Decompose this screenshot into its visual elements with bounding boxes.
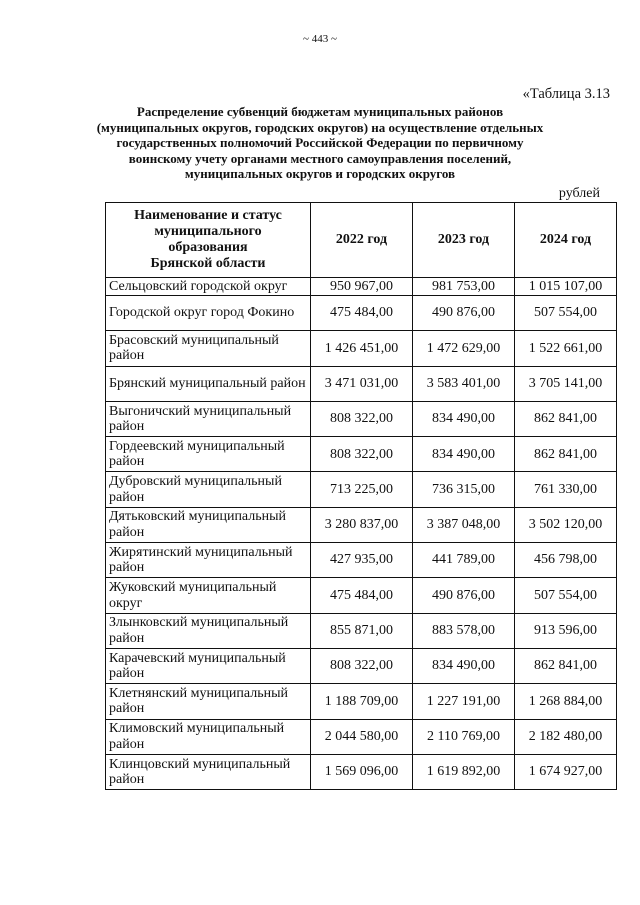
value-2022: 475 484,00 (311, 578, 413, 613)
municipality-name: Карачевский муниципальный район (106, 648, 311, 683)
value-2022: 3 471 031,00 (311, 366, 413, 401)
value-2022: 1 426 451,00 (311, 331, 413, 366)
value-2023: 883 578,00 (413, 613, 515, 648)
table-row (106, 278, 617, 296)
value-2024: 507 554,00 (515, 578, 617, 613)
value-2024: 3 502 120,00 (515, 507, 617, 542)
municipality-name: Гордеевский муниципальный район (106, 437, 311, 472)
municipality-name: Брасовский муниципальный район (106, 331, 311, 366)
value-2024: 862 841,00 (515, 401, 617, 436)
municipality-name: Злынковский муниципальный район (106, 613, 311, 648)
municipality-name: Выгоничский муниципальный район (106, 401, 311, 436)
table-row (106, 366, 617, 401)
value-2024: 456 798,00 (515, 543, 617, 578)
value-2023: 736 315,00 (413, 472, 515, 507)
table-row (106, 754, 617, 789)
header-name-line: Брянской области (150, 256, 266, 271)
table-row (106, 648, 617, 683)
value-2022: 808 322,00 (311, 401, 413, 436)
value-2024: 1 268 884,00 (515, 684, 617, 719)
unit-label: рублей (558, 186, 600, 201)
value-2022: 713 225,00 (311, 472, 413, 507)
value-2023: 3 583 401,00 (413, 366, 515, 401)
value-2024: 862 841,00 (515, 648, 617, 683)
value-2024: 507 554,00 (515, 296, 617, 331)
title-line: государственных полномочий Российской Федерации по первичному (116, 135, 524, 151)
header-row (106, 203, 617, 278)
title-line: муниципальных округов и городских округов (184, 166, 456, 182)
value-2022: 1 188 709,00 (311, 684, 413, 719)
value-2024: 2 182 480,00 (515, 719, 617, 754)
value-2022: 475 484,00 (311, 296, 413, 331)
municipality-name: Жирятинский муниципальный район (106, 543, 311, 578)
subsidy-table (105, 202, 617, 790)
value-2023: 834 490,00 (413, 648, 515, 683)
table-row (106, 331, 617, 366)
table-row (106, 472, 617, 507)
municipality-name: Жуковский муниципальный округ (106, 578, 311, 613)
title-line: Распределение субвенций бюджетам муниципальных районов (136, 104, 504, 119)
value-2024: 3 705 141,00 (515, 366, 617, 401)
value-2022: 950 967,00 (311, 278, 413, 296)
value-2023: 490 876,00 (413, 296, 515, 331)
value-2022: 808 322,00 (311, 437, 413, 472)
table-label: «Таблица 3.13 (522, 86, 610, 102)
value-2022: 1 569 096,00 (311, 754, 413, 789)
value-2023: 2 110 769,00 (413, 719, 515, 754)
table-row (106, 401, 617, 436)
municipality-name: Климовский муниципальный район (106, 719, 311, 754)
value-2022: 808 322,00 (311, 648, 413, 683)
table-row (106, 507, 617, 542)
municipality-name: Дятьковский муниципальный район (106, 507, 311, 542)
value-2022: 2 044 580,00 (311, 719, 413, 754)
municipality-name: Клетнянский муниципальный район (106, 684, 311, 719)
title-line: (муниципальных округов, городских округов) на осуществление отдельных (96, 119, 544, 135)
value-2024: 862 841,00 (515, 437, 617, 472)
header-2024: 2024 год (515, 203, 617, 278)
table-row (106, 296, 617, 331)
table-row (106, 578, 617, 613)
value-2022: 427 935,00 (311, 543, 413, 578)
value-2023: 3 387 048,00 (413, 507, 515, 542)
table-row (106, 613, 617, 648)
value-2023: 1 472 629,00 (413, 331, 515, 366)
value-2022: 3 280 837,00 (311, 507, 413, 542)
table-row (106, 437, 617, 472)
value-2024: 1 015 107,00 (515, 278, 617, 296)
header-2023: 2023 год (413, 203, 515, 278)
municipality-name: Сельцовский городской округ (106, 278, 311, 296)
value-2024: 761 330,00 (515, 472, 617, 507)
value-2024: 913 596,00 (515, 613, 617, 648)
header-name-line: Наименование и статус (134, 208, 282, 223)
value-2023: 981 753,00 (413, 278, 515, 296)
title-line: воинскому учету органами местного самоуправления поселений, (128, 150, 512, 166)
municipality-name: Клинцовский муниципальный район (106, 754, 311, 789)
page-number: ~ 443 ~ (303, 33, 337, 45)
header-name-line: образования (168, 240, 248, 255)
header-2022: 2022 год (311, 203, 413, 278)
value-2023: 490 876,00 (413, 578, 515, 613)
table-row (106, 543, 617, 578)
value-2023: 834 490,00 (413, 401, 515, 436)
value-2023: 834 490,00 (413, 437, 515, 472)
table-title (95, 104, 545, 182)
value-2024: 1 522 661,00 (515, 331, 617, 366)
value-2023: 1 227 191,00 (413, 684, 515, 719)
value-2023: 441 789,00 (413, 543, 515, 578)
header-name-line: муниципального (154, 224, 262, 239)
municipality-name: Городской округ город Фокино (106, 296, 311, 331)
value-2022: 855 871,00 (311, 613, 413, 648)
municipality-name: Дубровский муниципальный район (106, 472, 311, 507)
header-name (106, 203, 311, 278)
table-row (106, 719, 617, 754)
table-row (106, 684, 617, 719)
municipality-name: Брянский муниципальный район (106, 366, 311, 401)
value-2024: 1 674 927,00 (515, 754, 617, 789)
value-2023: 1 619 892,00 (413, 754, 515, 789)
